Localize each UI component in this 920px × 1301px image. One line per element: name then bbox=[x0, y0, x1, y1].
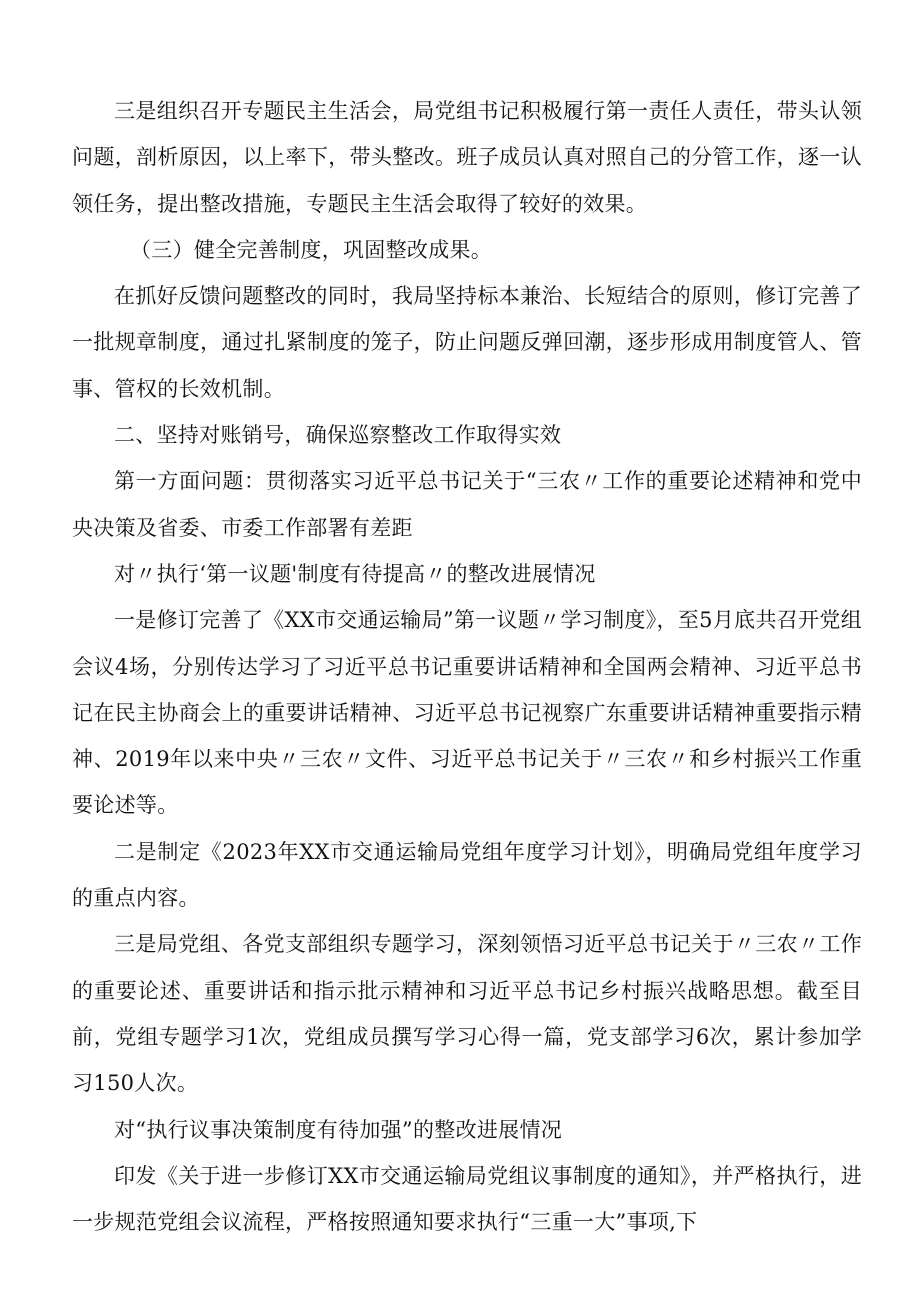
section-heading-rectification: 二、坚持对账销号，确保巡察整改工作取得实效 bbox=[114, 423, 562, 448]
paragraph-rules-revision: 在抓好反馈问题整改的同时，我局坚持标本兼治、长短结合的原则，修订完善了一批规章制度，通过扎紧制度的笼子，防止问题反弹回潮，逐步形成用制度管人、管事、管权的长效机制。 bbox=[72, 284, 862, 401]
paragraph-first-agenda-measure-1: 一是修订完善了《XX市交通运输局”第一议题〃学习制度》，至5月底共召开党组会议4场，分别传达学习了习近平总书记重要讲话精神和全国两会精神、习近平总书记在民主协商会上的重要讲话精神、习近平总书记视察广东重要讲话精神重要指示精神、2019年以来中央〃三农〃文件、习近平总书记关于〃三农〃和乡村振兴工作重要论述等。 bbox=[72, 608, 862, 818]
paragraph-first-issue: 第一方面问题：贯彻落实习近平总书记关于“三农〃工作的重要论述精神和党中央决策及省委、市委工作部署有差距 bbox=[72, 469, 862, 540]
paragraph-first-agenda-measure-3: 三是局党组、各党支部组织专题学习，深刻领悟习近平总书记关于〃三农〃工作的重要论述、重要讲话和指示批示精神和习近平总书记乡村振兴战略思想。截至目前，党组专题学习1次，党组成员撰写学习心得一篇，党支部学习6次，累计参加学习150人次。 bbox=[72, 932, 862, 1096]
paragraph-decision-system-measure: 印发《关于进一步修订XX市交通运输局党组议事制度的通知》，并严格执行，进一步规范党组会议流程，严格按照通知要求执行“三重一大”事项,下 bbox=[72, 1163, 862, 1235]
paragraph-first-agenda-measure-2: 二是制定《2023年XX市交通运输局党组年度学习计划》，明确局党组年度学习的重点内容。 bbox=[72, 839, 862, 911]
document-body bbox=[72, 88, 862, 1245]
paragraph-first-agenda-progress: 对〃执行‘第一议题'制度有待提高〃的整改进展情况 bbox=[114, 561, 596, 586]
paragraph-decision-system-progress: 对“执行议事决策制度有待加强”的整改进展情况 bbox=[114, 1117, 563, 1142]
subheading-improve-systems: （三）健全完善制度，巩固整改成果。 bbox=[130, 237, 493, 262]
paragraph-democratic-life-meeting: 三是组织召开专题民主生活会，局党组书记积极履行第一责任人责任，带头认领问题，剖析原因，以上率下，带头整改。班子成员认真对照自己的分管工作，逐一认领任务，提出整改措施，专题民主生活会取得了较好的效果。 bbox=[72, 99, 862, 216]
